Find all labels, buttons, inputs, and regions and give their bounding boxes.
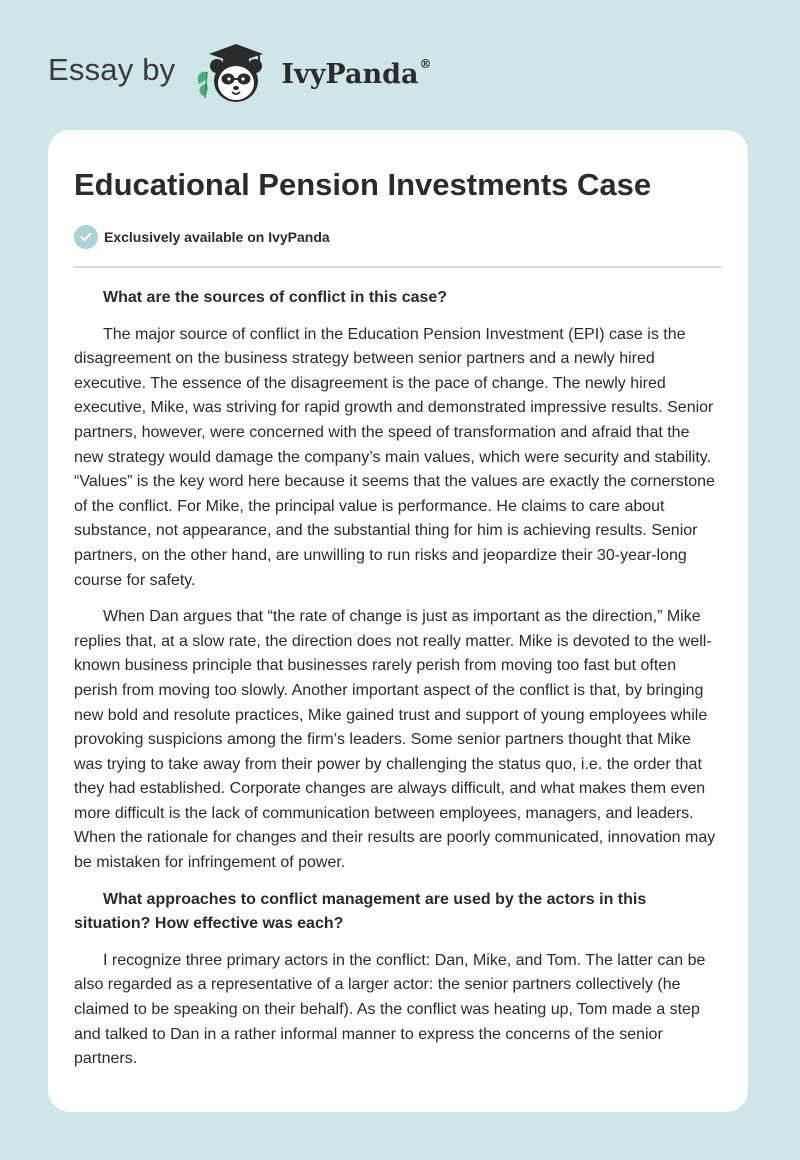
divider (74, 266, 722, 268)
page-title: Educational Pension Investments Case (74, 167, 652, 202)
brand-header (48, 36, 431, 108)
exclusive-badge (74, 224, 722, 250)
registered-mark: ® (419, 56, 432, 71)
exclusive-label: Exclusively available on IvyPanda (104, 229, 330, 245)
paragraph: I recognize three primary actors in the conflict: Dan, Mike, and Tom. The latter can be also regarded as a representative of a larger actor: the senior partners collectively (he claimed to be speaking on their behalf). As the conflict was heating up, Tom made a step and talked to Dan in a rather informal manner to express the concerns of the senior partners. (74, 951, 706, 1068)
brand-name-text: IvyPanda (281, 58, 419, 90)
brand-name (281, 56, 432, 90)
question-heading: What approaches to conflict management are used by the actors in this situation? How effective was each? (74, 890, 647, 933)
essay-by-label: Essay by (48, 52, 176, 87)
question-heading: What are the sources of conflict in this case? (103, 289, 448, 306)
article-card (48, 130, 748, 1112)
article-body (74, 286, 722, 1072)
paragraph: The major source of conflict in the Education Pension Investment (EPI) case is the disagreement on the business strategy between senior partners and a newly hired executive. The essence of the disagreement is the pace of change. The newly hired executive, Mike, was striving for rapid growth and demonstrated impressive results. Senior partners, however, were concerned with the speed of transformation and afraid that the new strategy would damage the company’s main values, which were security and stability. “Values” is the key word here because it seems that the values are exactly the cornerstone of the conflict. For Mike, the principal value is performance. He claims to care about substance, not appearance, and the substantial thing for him is achieving results. Senior partners, on the other hand, are unwilling to run risks and jeopardize their 30-year-long course for safety. (74, 325, 715, 589)
paragraph: When Dan argues that “the rate of change is just as important as the direction,” Mike replies that, at a slow rate, the direction does not really matter. Mike is devoted to the well-known business principle that businesses rarely perish from moving too fast but often perish from moving too slowly. Another important aspect of the conflict is that, by bringing new bold and resolute practices, Mike gained trust and support of young employees while provoking suspicions among the firm’s leaders. Some senior partners thought that Mike was trying to take away from their power by challenging the status quo, i.e. the order that they had established. Corporate changes are always difficult, and what makes them even more difficult is the lack of communication between employees, managers, and leaders. When the rationale for changes and their results are poorly communicated, innovation may be mistaken for infringement of power. (74, 608, 716, 872)
check-icon (74, 225, 98, 249)
panda-logo-icon (193, 36, 277, 108)
